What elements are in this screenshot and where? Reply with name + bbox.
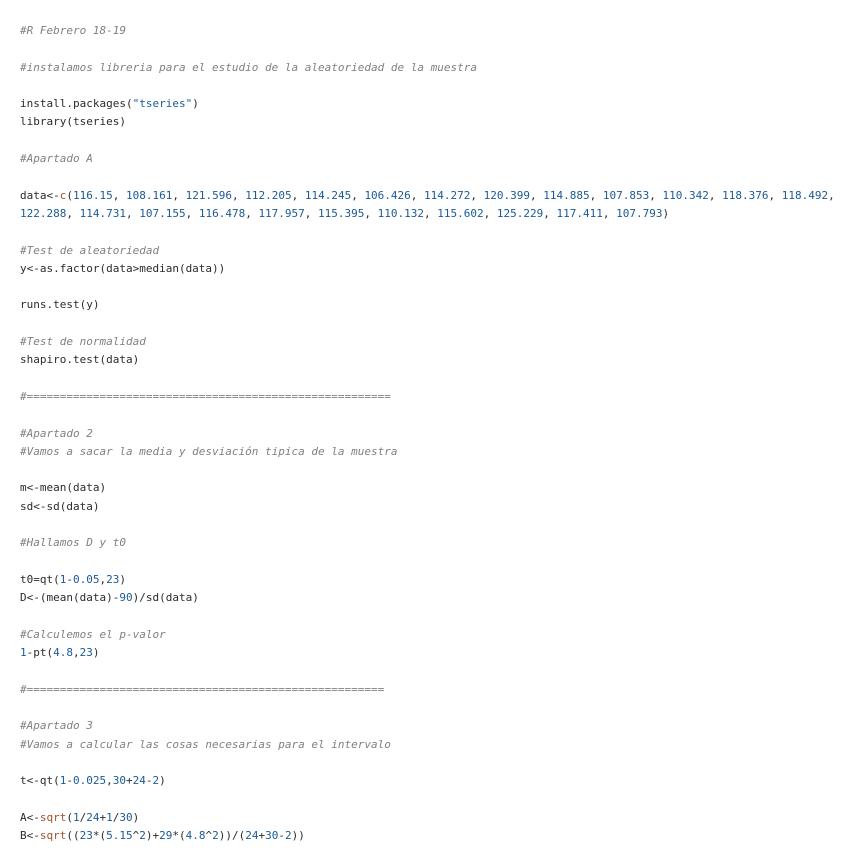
comment-token: #Test de normalidad bbox=[20, 335, 146, 349]
comment-token: #Apartado 2 bbox=[20, 426, 93, 440]
blank-line bbox=[20, 168, 836, 186]
code-line bbox=[20, 479, 836, 497]
number-token: 1 bbox=[59, 774, 67, 788]
number-token: 114.885 bbox=[543, 188, 590, 202]
number-token: 110.342 bbox=[662, 188, 709, 202]
code-text-token: + bbox=[99, 810, 107, 824]
code-text-token: + bbox=[126, 774, 133, 788]
code-text-token: *( bbox=[92, 829, 107, 843]
code-text-token: - bbox=[278, 829, 285, 843]
comment-token: #R Febrero 18-19 bbox=[20, 24, 126, 37]
code-line bbox=[20, 827, 836, 845]
code-text-token: A<- bbox=[20, 810, 40, 824]
code-text-token: (( bbox=[66, 829, 80, 843]
code-text-token: ^ bbox=[132, 829, 140, 843]
number-token: 115.395 bbox=[318, 206, 365, 220]
code-text-token: - bbox=[66, 572, 73, 586]
number-token: 107.853 bbox=[602, 188, 650, 202]
comment-token: #instalamos libreria para el estudio de la aleatoriedad de la muestra bbox=[20, 60, 477, 74]
number-token: 23 bbox=[106, 572, 120, 586]
blank-line bbox=[20, 223, 836, 241]
code-text-token: ( bbox=[66, 188, 73, 202]
code-text-token: )/sd(data) bbox=[132, 591, 199, 605]
number-token: 5.15 bbox=[106, 829, 133, 843]
blank-line bbox=[20, 516, 836, 534]
number-token: 108.161 bbox=[126, 188, 173, 202]
code-block bbox=[20, 22, 836, 845]
code-line bbox=[20, 351, 836, 369]
code-text-token: ) bbox=[159, 774, 166, 788]
comment-token: #====================================================== bbox=[20, 682, 385, 696]
code-text-token: y<-as.factor(data>median(data)) bbox=[20, 261, 226, 275]
code-text-token: , bbox=[410, 188, 425, 202]
code-text-token: , bbox=[364, 206, 378, 220]
code-text-token: ) bbox=[132, 810, 140, 824]
number-token: 1 bbox=[106, 810, 113, 824]
number-token: 112.205 bbox=[245, 188, 292, 202]
code-line bbox=[20, 187, 836, 205]
code-line bbox=[20, 644, 836, 662]
function-name-token: sqrt bbox=[39, 829, 67, 843]
blank-line bbox=[20, 662, 836, 680]
code-line bbox=[20, 717, 836, 735]
code-text-token: , bbox=[589, 188, 603, 202]
code-text-token: *( bbox=[172, 829, 186, 843]
code-text-token: ( bbox=[66, 810, 73, 824]
number-token: 24 bbox=[132, 774, 146, 788]
code-text-token: - bbox=[66, 774, 73, 788]
number-token: 2 bbox=[139, 829, 146, 843]
code-line bbox=[20, 113, 836, 131]
code-text-token: / bbox=[79, 810, 87, 824]
code-text-token: , bbox=[125, 206, 140, 220]
number-token: 24 bbox=[245, 829, 259, 843]
number-token: 1 bbox=[73, 810, 80, 824]
code-line bbox=[20, 388, 836, 406]
code-line bbox=[20, 809, 836, 827]
blank-line bbox=[20, 608, 836, 626]
code-text-token: , bbox=[530, 188, 544, 202]
code-line bbox=[20, 260, 836, 278]
code-text-token: + bbox=[258, 829, 266, 843]
code-line bbox=[20, 333, 836, 351]
code-text-token: , bbox=[106, 774, 113, 788]
code-line bbox=[20, 443, 836, 461]
code-text-token: , bbox=[172, 188, 186, 202]
number-token: 4.8 bbox=[53, 646, 73, 660]
number-token: 117.957 bbox=[258, 206, 305, 220]
number-token: 30 bbox=[112, 774, 126, 788]
code-text-token: data<- bbox=[20, 188, 60, 202]
code-text-token: , bbox=[543, 206, 557, 220]
code-line bbox=[20, 425, 836, 443]
code-text-token: ) bbox=[92, 646, 100, 660]
number-token: 4.8 bbox=[185, 829, 206, 843]
number-token: 1 bbox=[59, 572, 67, 586]
blank-line bbox=[20, 77, 836, 95]
blank-line bbox=[20, 790, 836, 808]
code-text-token: , bbox=[828, 188, 835, 202]
code-line bbox=[20, 205, 836, 223]
number-token: 114.245 bbox=[304, 188, 352, 202]
blank-line bbox=[20, 699, 836, 717]
code-line bbox=[20, 626, 836, 644]
number-token: 117.411 bbox=[556, 206, 603, 220]
code-text-token: runs.test(y) bbox=[20, 298, 100, 312]
number-token: 114.272 bbox=[424, 188, 471, 202]
code-text-token: , bbox=[231, 188, 246, 202]
code-text-token: , bbox=[424, 206, 438, 220]
code-line bbox=[20, 589, 836, 607]
number-token: 2 bbox=[152, 774, 160, 788]
code-text-token: , bbox=[470, 188, 484, 202]
number-token: 115.602 bbox=[437, 206, 484, 220]
comment-token: #Vamos a calcular las cosas necesarias para el intervalo bbox=[20, 737, 391, 751]
comment-token: #Hallamos D y t0 bbox=[20, 536, 126, 550]
code-text-token: , bbox=[304, 206, 319, 220]
code-text-token: , bbox=[483, 206, 497, 220]
code-text-token: - bbox=[145, 774, 153, 788]
number-token: 2 bbox=[285, 829, 292, 843]
code-text-token: B<- bbox=[20, 829, 40, 843]
function-name-token: c bbox=[59, 188, 67, 202]
code-text-token: , bbox=[291, 188, 305, 202]
code-text-token: t<-qt( bbox=[20, 774, 60, 788]
number-token: 110.132 bbox=[377, 206, 425, 220]
number-token: 30 bbox=[119, 810, 133, 824]
code-text-token: , bbox=[245, 206, 259, 220]
code-line bbox=[20, 22, 836, 40]
number-token: 1 bbox=[20, 646, 27, 660]
number-token: 23 bbox=[79, 646, 93, 660]
code-text-token: sd<-sd(data) bbox=[20, 499, 100, 513]
number-token: 0.05 bbox=[73, 572, 100, 586]
code-text-token: , bbox=[351, 188, 365, 202]
code-line bbox=[20, 571, 836, 589]
code-text-token: ) bbox=[192, 97, 199, 111]
code-line bbox=[20, 772, 836, 790]
code-text-token: , bbox=[73, 646, 80, 660]
comment-token: #Test de aleatoriedad bbox=[20, 243, 160, 257]
blank-line bbox=[20, 553, 836, 571]
code-text-token: D<-(mean(data)- bbox=[20, 591, 120, 605]
blank-line bbox=[20, 461, 836, 479]
code-text-token: )+ bbox=[145, 829, 160, 843]
blank-line bbox=[20, 370, 836, 388]
code-line bbox=[20, 150, 836, 168]
number-token: 24 bbox=[86, 810, 100, 824]
code-text-token: , bbox=[768, 188, 782, 202]
number-token: 121.596 bbox=[185, 188, 232, 202]
blank-line bbox=[20, 754, 836, 772]
code-line bbox=[20, 736, 836, 754]
function-name-token: sqrt bbox=[39, 810, 67, 824]
code-text-token: , bbox=[185, 206, 199, 220]
code-text-token: , bbox=[649, 188, 663, 202]
code-line bbox=[20, 242, 836, 260]
code-line bbox=[20, 534, 836, 552]
number-token: 106.426 bbox=[364, 188, 411, 202]
code-text-token: install.packages( bbox=[20, 97, 133, 111]
code-text-token: , bbox=[66, 206, 80, 220]
number-token: 120.399 bbox=[483, 188, 531, 202]
blank-line bbox=[20, 278, 836, 296]
code-text-token: , bbox=[708, 188, 723, 202]
code-text-token: ))/( bbox=[218, 829, 246, 843]
code-text-token: )) bbox=[291, 829, 305, 843]
number-token: 30 bbox=[265, 829, 279, 843]
number-token: 23 bbox=[79, 829, 93, 843]
number-token: 125.229 bbox=[496, 206, 544, 220]
string-token: "tseries" bbox=[132, 97, 193, 111]
comment-token: #Vamos a sacar la media y desviación tipica de la muestra bbox=[20, 444, 398, 458]
comment-token: #Apartado A bbox=[20, 152, 93, 166]
comment-token: #Apartado 3 bbox=[20, 719, 93, 733]
number-token: 29 bbox=[159, 829, 173, 843]
code-line bbox=[20, 296, 836, 314]
number-token: 118.492 bbox=[781, 188, 829, 202]
code-text-token: ) bbox=[119, 572, 126, 586]
blank-line bbox=[20, 406, 836, 424]
code-text-token: , bbox=[602, 206, 617, 220]
number-token: 118.376 bbox=[722, 188, 769, 202]
number-token: 116.478 bbox=[198, 206, 246, 220]
code-text-token: , bbox=[112, 188, 126, 202]
code-text-token: m<-mean(data) bbox=[20, 481, 107, 495]
number-token: 114.731 bbox=[79, 206, 126, 220]
comment-token: #Calculemos el p-valor bbox=[20, 627, 166, 641]
number-token: 2 bbox=[212, 829, 219, 843]
code-line bbox=[20, 59, 836, 77]
code-line bbox=[20, 681, 836, 699]
number-token: 116.15 bbox=[73, 188, 113, 202]
code-text-token: library(tseries) bbox=[20, 115, 126, 129]
code-text-token: , bbox=[99, 572, 107, 586]
number-token: 122.288 bbox=[20, 206, 67, 220]
code-text-token: -pt( bbox=[26, 646, 54, 660]
number-token: 90 bbox=[119, 591, 133, 605]
code-text-token: / bbox=[112, 810, 120, 824]
number-token: 107.793 bbox=[616, 206, 663, 220]
code-text-token: t0=qt( bbox=[20, 572, 60, 586]
code-line bbox=[20, 498, 836, 516]
blank-line bbox=[20, 132, 836, 150]
blank-line bbox=[20, 40, 836, 58]
code-text-token: ^ bbox=[205, 829, 213, 843]
blank-line bbox=[20, 315, 836, 333]
code-text-token: ) bbox=[662, 206, 670, 220]
comment-token: #======================================================= bbox=[20, 389, 391, 403]
number-token: 107.155 bbox=[139, 206, 186, 220]
number-token: 0.025 bbox=[73, 774, 107, 788]
code-line bbox=[20, 95, 836, 113]
code-text-token: shapiro.test(data) bbox=[20, 353, 140, 367]
